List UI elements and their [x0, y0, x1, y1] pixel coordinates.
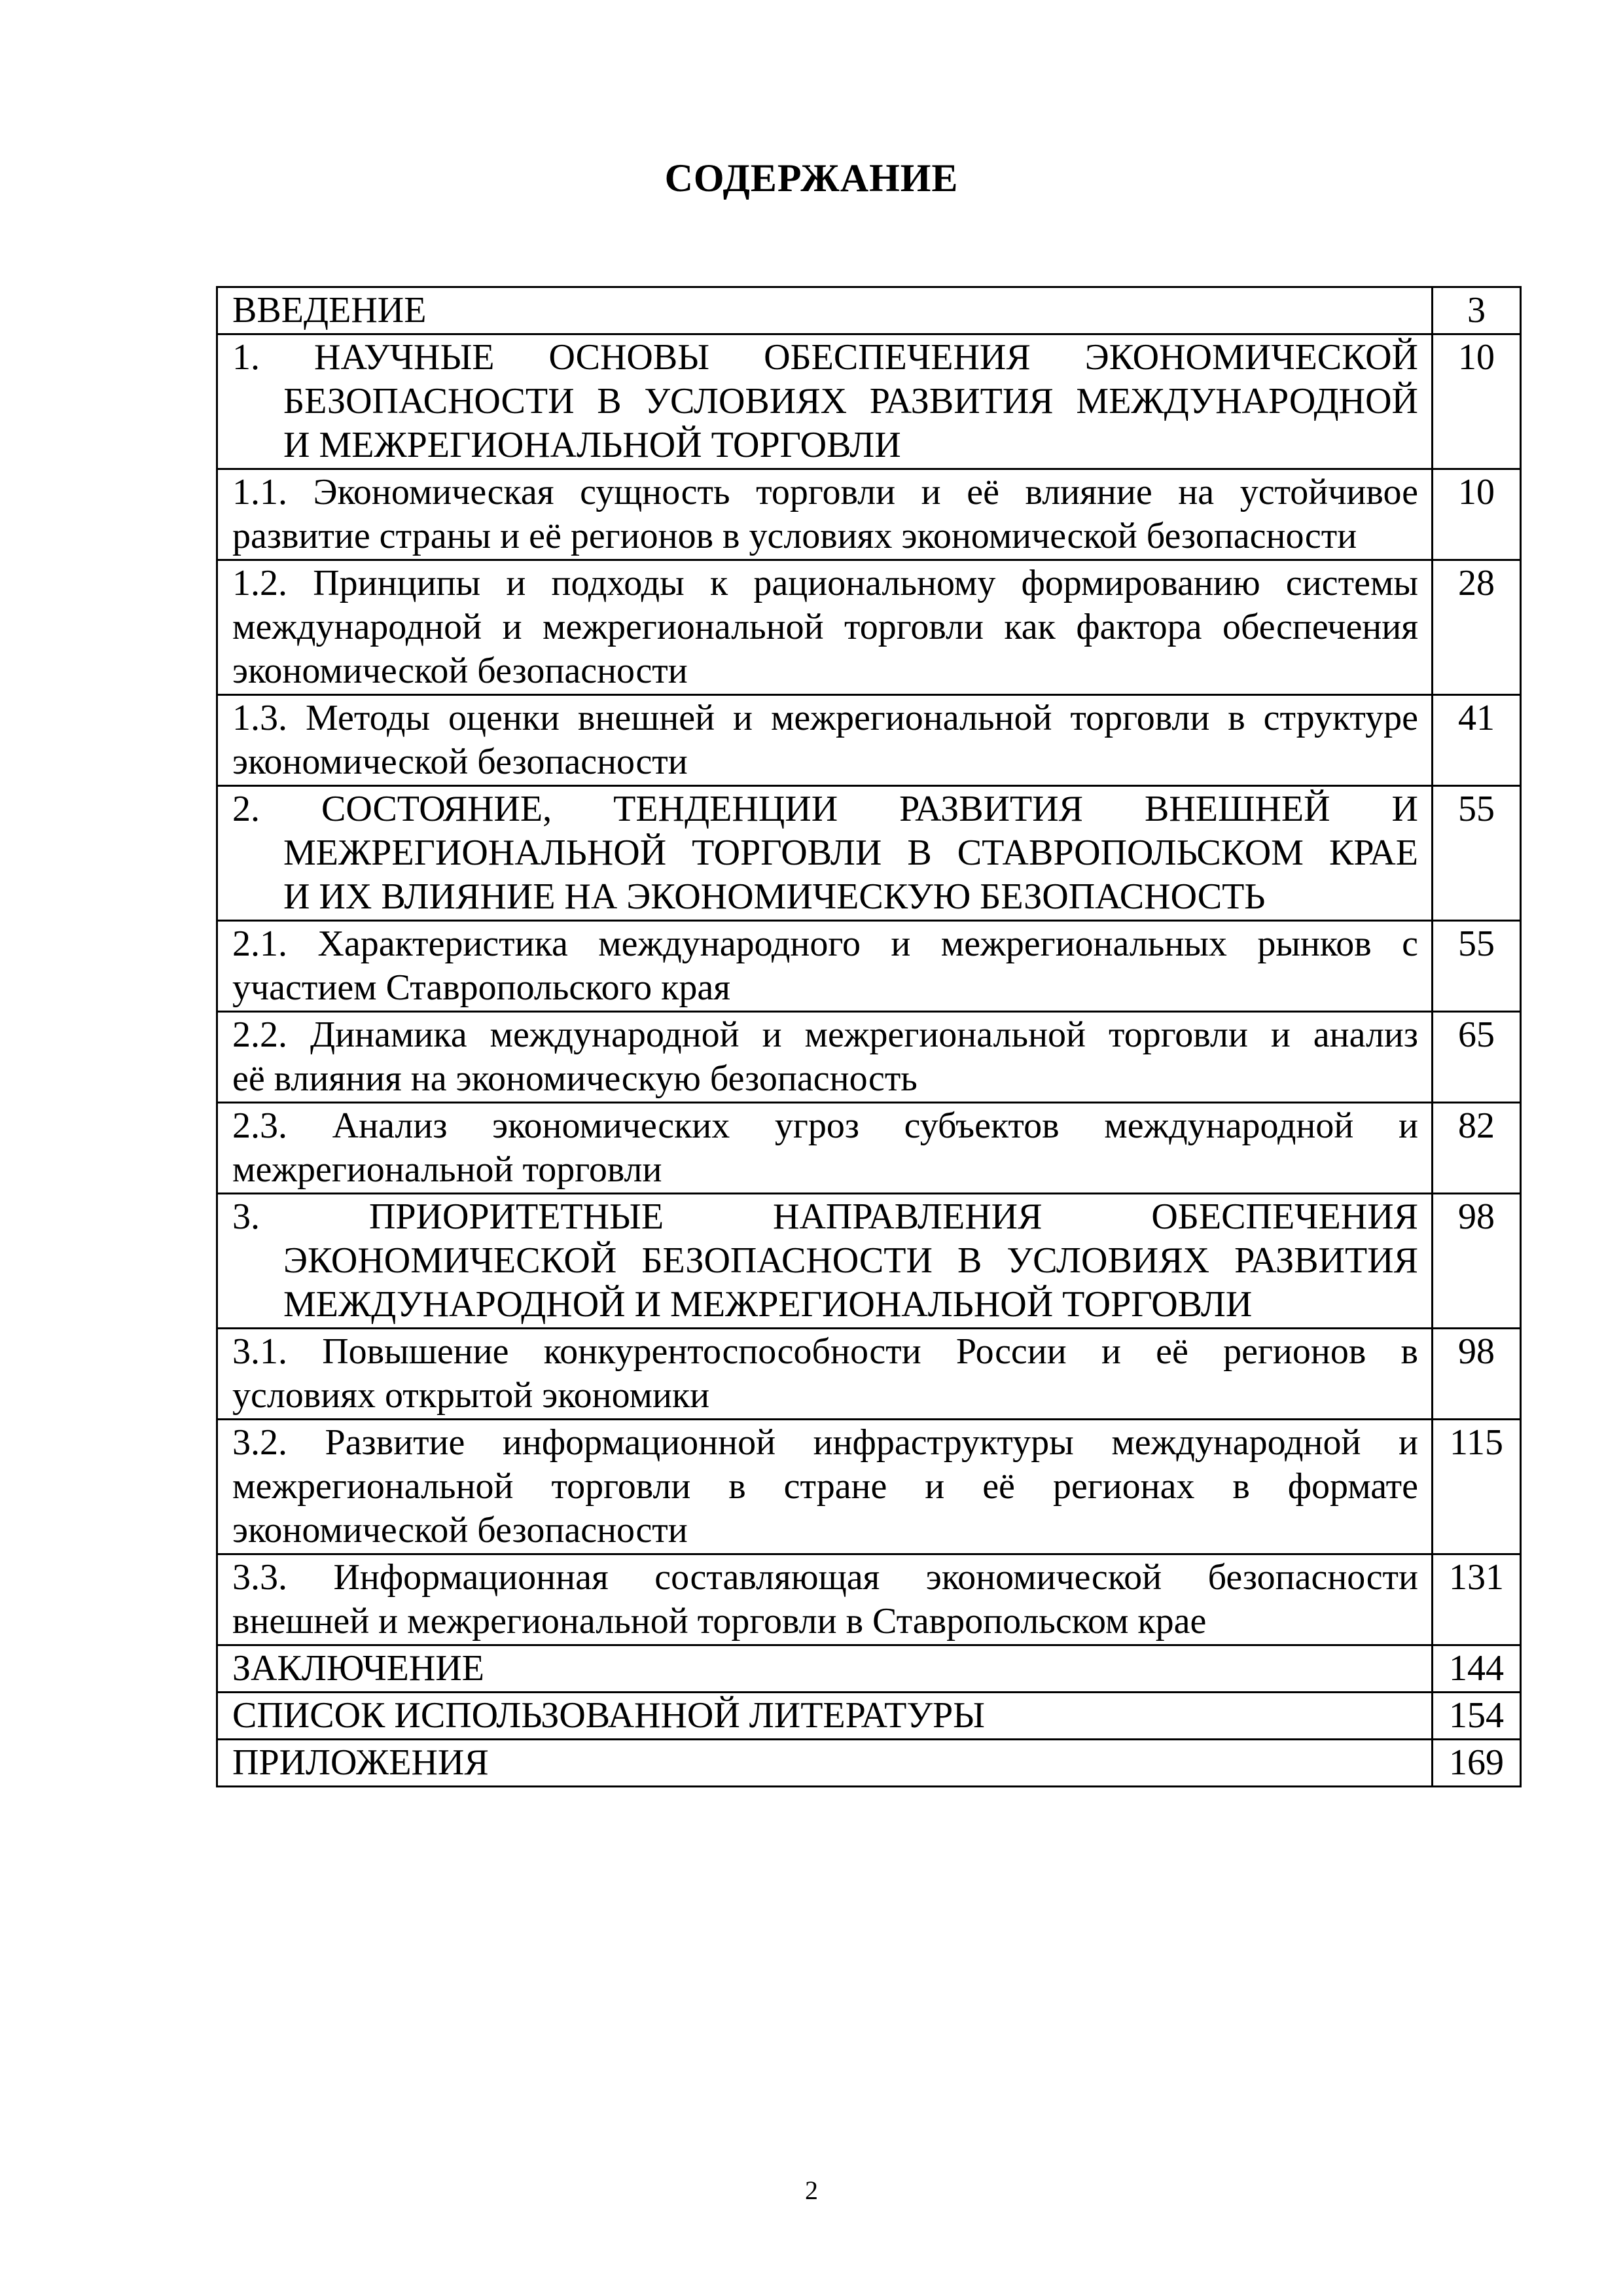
toc-entry-title [217, 921, 1433, 1012]
toc-entry-line: ВВЕДЕНИЕ [232, 290, 427, 331]
toc-entry-line: 2. СОСТОЯНИЕ, ТЕНДЕНЦИИ РАЗВИТИЯ ВНЕШНЕЙ И [232, 789, 1418, 829]
toc-row [217, 560, 1521, 695]
toc-entry-line: ПРИЛОЖЕНИЯ [232, 1742, 489, 1783]
toc-entry-line: 1.3. Методы оценки внешней и межрегиональной торговли в структуре [232, 698, 1418, 738]
toc-entry-line: 2.2. Динамика международной и межрегиональной торговли и анализ [232, 1014, 1418, 1055]
toc-entry-line: развитие страны и её регионов в условиях экономической безопасности [232, 516, 1357, 556]
toc-entry-page: 98 [1433, 1194, 1521, 1329]
toc-entry-line: 3.3. Информационная составляющая экономической безопасности [232, 1557, 1418, 1598]
toc-entry-page: 10 [1433, 469, 1521, 560]
toc-entry-line: международной и межрегиональной торговли как фактора обеспечения [232, 607, 1418, 647]
toc-entry-line: ЭКОНОМИЧЕСКОЙ БЕЗОПАСНОСТИ В УСЛОВИЯХ РАЗВИТИЯ [283, 1240, 1418, 1281]
toc-row [217, 1420, 1521, 1554]
toc-entry-page: 154 [1433, 1693, 1521, 1740]
toc-row [217, 287, 1521, 334]
toc-row [217, 695, 1521, 786]
toc-entry-page: 131 [1433, 1554, 1521, 1645]
toc-entry-title [217, 786, 1433, 921]
toc-entry-page: 115 [1433, 1420, 1521, 1554]
toc-entry-title [217, 1012, 1433, 1103]
toc-entry-line: И МЕЖРЕГИОНАЛЬНОЙ ТОРГОВЛИ [283, 425, 901, 465]
toc-row [217, 921, 1521, 1012]
toc-entry-line: 3.2. Развитие информационной инфраструктуры международной и [232, 1422, 1418, 1463]
toc-entry-title [217, 560, 1433, 695]
toc-entry-line: И ИХ ВЛИЯНИЕ НА ЭКОНОМИЧЕСКУЮ БЕЗОПАСНОСТЬ [283, 876, 1266, 917]
toc-entry-line: 3. ПРИОРИТЕТНЫЕ НАПРАВЛЕНИЯ ОБЕСПЕЧЕНИЯ [232, 1196, 1418, 1237]
toc-row [217, 1554, 1521, 1645]
toc-entry-title [217, 1103, 1433, 1194]
toc-entry-line: экономической безопасности [232, 742, 688, 782]
toc-row [217, 469, 1521, 560]
toc-entry-title [217, 469, 1433, 560]
toc-entry-line: 1.1. Экономическая сущность торговли и её влияние на устойчивое [232, 472, 1418, 512]
toc-entry-page: 82 [1433, 1103, 1521, 1194]
toc-entry-page: 98 [1433, 1329, 1521, 1420]
toc-entry-line: внешней и межрегиональной торговли в Ставропольском крае [232, 1601, 1207, 1641]
toc-entry-page: 65 [1433, 1012, 1521, 1103]
toc-entry-title [217, 1740, 1433, 1787]
toc-entry-title [217, 1554, 1433, 1645]
toc-entry-page: 28 [1433, 560, 1521, 695]
page-title: СОДЕРЖАНИЕ [664, 156, 959, 200]
toc-entry-line: 1. НАУЧНЫЕ ОСНОВЫ ОБЕСПЕЧЕНИЯ ЭКОНОМИЧЕСКОЙ [232, 337, 1418, 378]
toc-entry-page: 144 [1433, 1645, 1521, 1693]
toc-row [217, 1194, 1521, 1329]
toc-entry-line: МЕЖРЕГИОНАЛЬНОЙ ТОРГОВЛИ В СТАВРОПОЛЬСКОМ КРАЕ [283, 833, 1418, 873]
toc-entry-title [217, 1329, 1433, 1420]
toc-row [217, 1645, 1521, 1693]
toc-row [217, 1012, 1521, 1103]
toc-row [217, 786, 1521, 921]
toc-body [217, 287, 1521, 1787]
toc-row [217, 334, 1521, 469]
toc-entry-title [217, 1194, 1433, 1329]
toc-entry-line: её влияния на экономическую безопасность [232, 1058, 918, 1099]
toc-entry-page: 55 [1433, 786, 1521, 921]
toc-entry-line: экономической безопасности [232, 1510, 688, 1551]
toc-entry-title [217, 695, 1433, 786]
toc-entry-line: ЗАКЛЮЧЕНИЕ [232, 1648, 484, 1689]
toc-entry-line: межрегиональной торговли [232, 1149, 662, 1190]
toc-entry-page: 41 [1433, 695, 1521, 786]
toc-entry-title [217, 1693, 1433, 1740]
toc-row [217, 1693, 1521, 1740]
toc-entry-line: экономической безопасности [232, 651, 688, 691]
toc-row [217, 1329, 1521, 1420]
toc-entry-title [217, 1645, 1433, 1693]
toc-entry-line: СПИСОК ИСПОЛЬЗОВАННОЙ ЛИТЕРАТУРЫ [232, 1695, 985, 1736]
toc-entry-page: 10 [1433, 334, 1521, 469]
toc-entry-line: условиях открытой экономики [232, 1375, 710, 1416]
toc-entry-line: участием Ставропольского края [232, 967, 731, 1008]
toc-entry-line: межрегиональной торговли в стране и её регионах в формате [232, 1466, 1418, 1507]
toc-entry-page: 3 [1433, 287, 1521, 334]
toc-row [217, 1740, 1521, 1787]
toc-entry-line: БЕЗОПАСНОСТИ В УСЛОВИЯХ РАЗВИТИЯ МЕЖДУНАРОДНОЙ [283, 381, 1418, 422]
toc-entry-line: 2.1. Характеристика международного и межрегиональных рынков с [232, 924, 1418, 964]
toc-entry-page: 169 [1433, 1740, 1521, 1787]
toc-entry-title [217, 287, 1433, 334]
table-of-contents [216, 286, 1522, 1787]
page-number: 2 [805, 2176, 818, 2205]
toc-entry-title [217, 1420, 1433, 1554]
toc-entry-page: 55 [1433, 921, 1521, 1012]
toc-entry-line: 3.1. Повышение конкурентоспособности России и её регионов в [232, 1331, 1418, 1372]
toc-entry-line: 1.2. Принципы и подходы к рациональному формированию системы [232, 563, 1418, 603]
toc-entry-title [217, 334, 1433, 469]
toc-row [217, 1103, 1521, 1194]
toc-entry-line: 2.3. Анализ экономических угроз субъектов международной и [232, 1105, 1418, 1146]
toc-entry-line: МЕЖДУНАРОДНОЙ И МЕЖРЕГИОНАЛЬНОЙ ТОРГОВЛИ [283, 1284, 1253, 1325]
